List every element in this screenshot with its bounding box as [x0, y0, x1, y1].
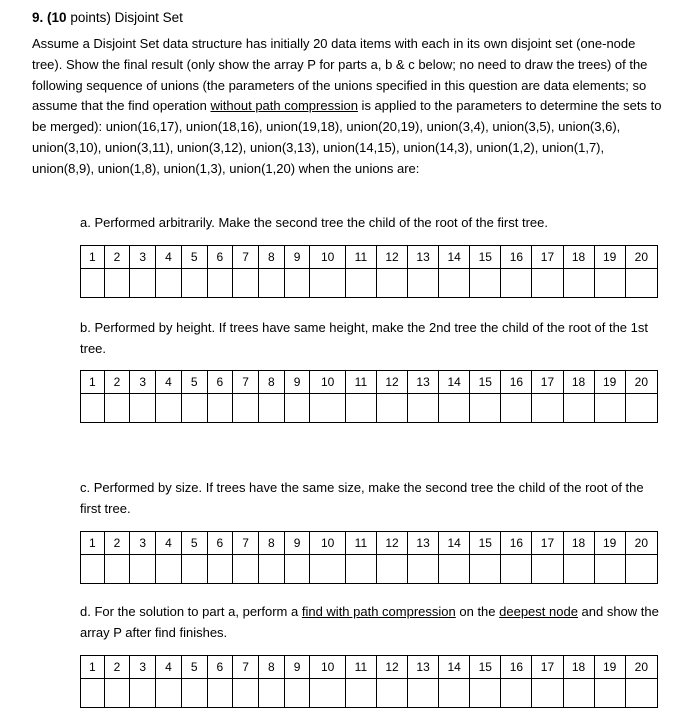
- index-cell: 16: [501, 656, 532, 679]
- answer-cell[interactable]: [181, 394, 207, 423]
- index-cell: 3: [130, 656, 156, 679]
- index-cell: 3: [130, 532, 156, 555]
- index-cell: 20: [625, 656, 657, 679]
- answer-cell[interactable]: [594, 679, 625, 708]
- index-cell: 7: [233, 656, 259, 679]
- answer-cell[interactable]: [532, 679, 563, 708]
- index-cell: 1: [81, 656, 105, 679]
- index-cell: 8: [259, 371, 285, 394]
- index-cell: 20: [625, 246, 657, 269]
- index-cell: 5: [181, 532, 207, 555]
- answer-cell[interactable]: [156, 679, 182, 708]
- answer-cell[interactable]: [104, 394, 130, 423]
- index-cell: 5: [181, 656, 207, 679]
- index-cell: 1: [81, 246, 105, 269]
- index-cell: 6: [207, 246, 233, 269]
- index-cell: 17: [532, 656, 563, 679]
- part-d-table: [80, 655, 658, 708]
- answer-cell[interactable]: [156, 394, 182, 423]
- index-cell: 5: [181, 371, 207, 394]
- answer-cell[interactable]: [284, 679, 310, 708]
- index-cell: 17: [532, 371, 563, 394]
- answer-cell[interactable]: [625, 269, 657, 298]
- index-cell: 12: [376, 656, 407, 679]
- answer-cell[interactable]: [408, 555, 439, 584]
- answer-cell[interactable]: [376, 679, 407, 708]
- index-cell: 1: [81, 532, 105, 555]
- part-b-table: [80, 370, 658, 423]
- question-title: [32, 10, 183, 25]
- index-cell: 11: [345, 656, 376, 679]
- answer-cell[interactable]: [156, 555, 182, 584]
- index-cell: 6: [207, 656, 233, 679]
- index-cell: 10: [310, 371, 345, 394]
- index-cell: 13: [408, 656, 439, 679]
- answer-cell[interactable]: [104, 269, 130, 298]
- index-cell: 9: [284, 246, 310, 269]
- answer-cell[interactable]: [207, 555, 233, 584]
- part-d-text-3: and show the array P after find finishes.: [80, 604, 659, 640]
- index-cell: 4: [156, 532, 182, 555]
- index-cell: 8: [259, 656, 285, 679]
- index-cell: 4: [156, 246, 182, 269]
- index-cell: 2: [104, 246, 130, 269]
- answer-cell[interactable]: [233, 679, 259, 708]
- answer-cell[interactable]: [625, 679, 657, 708]
- part-d-text-2: on the: [455, 604, 500, 619]
- answer-cell[interactable]: [532, 555, 563, 584]
- part-b-prompt: b. Performed by height. If trees have same height, make the 2nd tree the child of the root of the 1st tree.: [80, 320, 648, 356]
- question-points-word: points): [70, 10, 111, 25]
- answer-cell[interactable]: [181, 555, 207, 584]
- index-cell: 15: [470, 371, 501, 394]
- index-cell: 4: [156, 656, 182, 679]
- index-cell: 13: [408, 371, 439, 394]
- answer-cell[interactable]: [408, 394, 439, 423]
- index-cell: 8: [259, 246, 285, 269]
- index-cell: 14: [439, 246, 470, 269]
- answer-cell[interactable]: [310, 269, 345, 298]
- index-cell: 20: [625, 532, 657, 555]
- answer-cell[interactable]: [156, 269, 182, 298]
- answer-cell[interactable]: [501, 679, 532, 708]
- answer-cell[interactable]: [81, 679, 105, 708]
- part-c-table: [80, 531, 658, 584]
- index-cell: 8: [259, 532, 285, 555]
- index-cell: 18: [563, 532, 594, 555]
- answer-cell[interactable]: [259, 555, 285, 584]
- index-cell: 9: [284, 532, 310, 555]
- index-cell: 3: [130, 246, 156, 269]
- index-cell: 18: [563, 246, 594, 269]
- index-cell: 14: [439, 532, 470, 555]
- answer-cell[interactable]: [207, 679, 233, 708]
- part-d-answer-row: [81, 679, 658, 708]
- index-cell: 19: [594, 371, 625, 394]
- index-cell: 13: [408, 532, 439, 555]
- answer-cell[interactable]: [625, 555, 657, 584]
- answer-cell[interactable]: [259, 269, 285, 298]
- part-c-prompt: c. Performed by size. If trees have the same size, make the second tree the child of the root of the first tree.: [80, 480, 644, 516]
- answer-cell[interactable]: [408, 679, 439, 708]
- index-cell: 12: [376, 371, 407, 394]
- answer-cell[interactable]: [181, 679, 207, 708]
- index-cell: 15: [470, 656, 501, 679]
- index-cell: 9: [284, 656, 310, 679]
- answer-cell[interactable]: [594, 394, 625, 423]
- index-cell: 10: [310, 246, 345, 269]
- answer-cell[interactable]: [439, 269, 470, 298]
- answer-cell[interactable]: [207, 394, 233, 423]
- intro-text-2: is applied to the parameters to determine the sets to be merged): union(16,17), union(18,16), union(19,18), union(20,19), union(3,4), union(3,5), union(3,6), union(3,10), union(3,11), union(3,12), union(3,13), union(14,15), union(14,3), union(1,2), union(1,7), union(8,9), union(1,8), union(1,3), union(1,20) when the unions are:: [32, 98, 662, 176]
- answer-cell[interactable]: [470, 555, 501, 584]
- index-cell: 17: [532, 532, 563, 555]
- index-cell: 3: [130, 371, 156, 394]
- answer-cell[interactable]: [130, 394, 156, 423]
- index-cell: 17: [532, 246, 563, 269]
- index-cell: 19: [594, 532, 625, 555]
- part-d-prompt: [80, 601, 660, 643]
- answer-cell[interactable]: [376, 555, 407, 584]
- intro-underlined: without path compression: [210, 98, 358, 114]
- answer-cell[interactable]: [376, 269, 407, 298]
- index-cell: 13: [408, 246, 439, 269]
- answer-cell[interactable]: [81, 269, 105, 298]
- index-cell: 11: [345, 246, 376, 269]
- index-cell: 12: [376, 532, 407, 555]
- answer-cell[interactable]: [501, 269, 532, 298]
- answer-cell[interactable]: [532, 269, 563, 298]
- answer-cell[interactable]: [376, 394, 407, 423]
- answer-cell[interactable]: [284, 269, 310, 298]
- part-a-prompt: a. Performed arbitrarily. Make the second tree the child of the root of the first tree.: [80, 215, 548, 230]
- answer-cell[interactable]: [81, 394, 105, 423]
- answer-cell[interactable]: [259, 679, 285, 708]
- answer-cell[interactable]: [310, 555, 345, 584]
- part-b-header-row: [81, 371, 658, 394]
- index-cell: 6: [207, 532, 233, 555]
- index-cell: 19: [594, 656, 625, 679]
- answer-cell[interactable]: [259, 394, 285, 423]
- index-cell: 18: [563, 371, 594, 394]
- answer-cell[interactable]: [233, 555, 259, 584]
- index-cell: 6: [207, 371, 233, 394]
- index-cell: 14: [439, 371, 470, 394]
- question-points: (10: [47, 10, 67, 25]
- index-cell: 5: [181, 246, 207, 269]
- answer-cell[interactable]: [345, 269, 376, 298]
- answer-cell[interactable]: [181, 269, 207, 298]
- index-cell: 14: [439, 656, 470, 679]
- answer-cell[interactable]: [130, 269, 156, 298]
- question-intro: [32, 34, 662, 180]
- part-a-answer-row: [81, 269, 658, 298]
- index-cell: 2: [104, 371, 130, 394]
- index-cell: 7: [233, 532, 259, 555]
- index-cell: 11: [345, 371, 376, 394]
- answer-cell[interactable]: [563, 394, 594, 423]
- answer-cell[interactable]: [284, 555, 310, 584]
- answer-cell[interactable]: [439, 679, 470, 708]
- part-d-underlined-1: find with path compression: [301, 604, 456, 619]
- answer-cell[interactable]: [501, 555, 532, 584]
- part-a-table: [80, 245, 658, 298]
- answer-cell[interactable]: [625, 394, 657, 423]
- answer-cell[interactable]: [104, 679, 130, 708]
- answer-cell[interactable]: [104, 555, 130, 584]
- index-cell: 7: [233, 246, 259, 269]
- index-cell: 2: [104, 656, 130, 679]
- index-cell: 4: [156, 371, 182, 394]
- answer-cell[interactable]: [207, 269, 233, 298]
- answer-cell[interactable]: [345, 394, 376, 423]
- index-cell: 20: [625, 371, 657, 394]
- index-cell: 18: [563, 656, 594, 679]
- index-cell: 16: [501, 371, 532, 394]
- part-d-header-row: [81, 656, 658, 679]
- answer-cell[interactable]: [345, 555, 376, 584]
- question-topic: Disjoint Set: [114, 10, 183, 25]
- index-cell: 10: [310, 532, 345, 555]
- index-cell: 11: [345, 532, 376, 555]
- index-cell: 16: [501, 246, 532, 269]
- index-cell: 10: [310, 656, 345, 679]
- index-cell: 7: [233, 371, 259, 394]
- answer-cell[interactable]: [130, 555, 156, 584]
- part-a-header-row: [81, 246, 658, 269]
- answer-cell[interactable]: [594, 269, 625, 298]
- index-cell: 2: [104, 532, 130, 555]
- answer-cell[interactable]: [233, 269, 259, 298]
- answer-cell[interactable]: [563, 555, 594, 584]
- part-d-text-1: d. For the solution to part a, perform a: [80, 604, 302, 619]
- part-c-header-row: [81, 532, 658, 555]
- answer-cell[interactable]: [470, 394, 501, 423]
- index-cell: 19: [594, 246, 625, 269]
- answer-cell[interactable]: [532, 394, 563, 423]
- answer-cell[interactable]: [310, 679, 345, 708]
- answer-cell[interactable]: [594, 555, 625, 584]
- answer-cell[interactable]: [563, 269, 594, 298]
- answer-cell[interactable]: [81, 555, 105, 584]
- answer-cell[interactable]: [408, 269, 439, 298]
- part-d-underlined-2: deepest node: [499, 604, 578, 619]
- answer-cell[interactable]: [501, 394, 532, 423]
- answer-cell[interactable]: [233, 394, 259, 423]
- answer-cell[interactable]: [130, 679, 156, 708]
- answer-cell[interactable]: [470, 269, 501, 298]
- answer-cell[interactable]: [310, 394, 345, 423]
- intro-text-1: Assume a Disjoint Set data structure has initially 20 data items with each in its own disjoint set (one-node tree). Show the final result (only show the array P for parts a, b & c below; no need to draw the trees) of the following sequence of unions (the parameters of the unions specified in this question are data elements; so assume that the find operation: [32, 36, 648, 114]
- index-cell: 15: [470, 246, 501, 269]
- question-number: 9.: [32, 10, 44, 25]
- part-c-answer-row: [81, 555, 658, 584]
- answer-cell[interactable]: [563, 679, 594, 708]
- index-cell: 16: [501, 532, 532, 555]
- index-cell: 15: [470, 532, 501, 555]
- index-cell: 1: [81, 371, 105, 394]
- part-b-answer-row: [81, 394, 658, 423]
- answer-cell[interactable]: [439, 555, 470, 584]
- index-cell: 12: [376, 246, 407, 269]
- index-cell: 9: [284, 371, 310, 394]
- answer-cell[interactable]: [284, 394, 310, 423]
- answer-cell[interactable]: [470, 679, 501, 708]
- answer-cell[interactable]: [345, 679, 376, 708]
- answer-cell[interactable]: [439, 394, 470, 423]
